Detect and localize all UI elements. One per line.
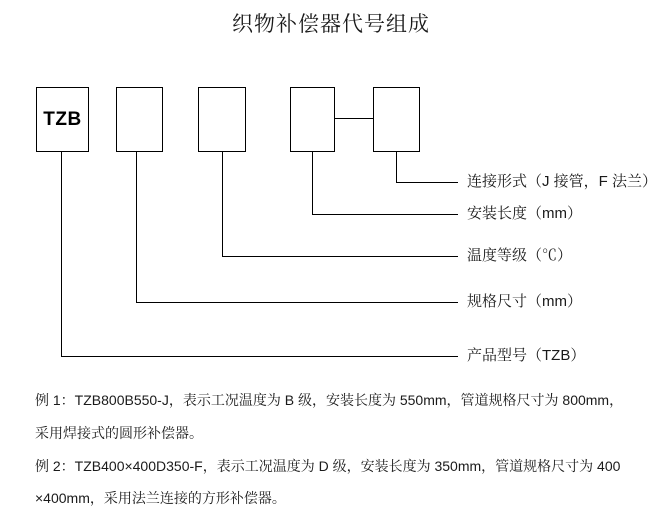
code-box-spec-size [116, 87, 163, 152]
leader-line-product-model [61, 152, 458, 357]
example-2-line-2: ×400mm，采用法兰连接的方形补偿器。 [35, 490, 286, 506]
label-connection-type: 连接形式（J 接管，F 法兰） [467, 173, 657, 190]
label-temp-grade: 温度等级（℃） [467, 247, 573, 264]
box-connector-line [335, 118, 373, 119]
code-box-install-length [290, 87, 335, 152]
code-box-connection-type [373, 87, 420, 152]
page-title: 织物补偿器代号组成 [232, 13, 430, 36]
product-model-code: TZB [43, 108, 82, 130]
example-1-line-2: 采用焊接式的圆形补偿器。 [35, 425, 203, 441]
label-product-model: 产品型号（TZB） [467, 347, 586, 364]
label-install-length: 安装长度（mm） [467, 205, 582, 222]
code-box-temp-grade [198, 87, 246, 152]
label-spec-size: 规格尺寸（mm） [467, 293, 582, 310]
example-1-line-1: 例 1：TZB800B550-J，表示工况温度为 B 级，安装长度为 550mm，管道规格尺寸为 800mm， [35, 392, 624, 408]
example-2-line-1: 例 2：TZB400×400D350-F，表示工况温度为 D 级，安装长度为 350mm，管道规格尺寸为 400 [35, 458, 621, 474]
code-box-product-model [36, 87, 89, 152]
